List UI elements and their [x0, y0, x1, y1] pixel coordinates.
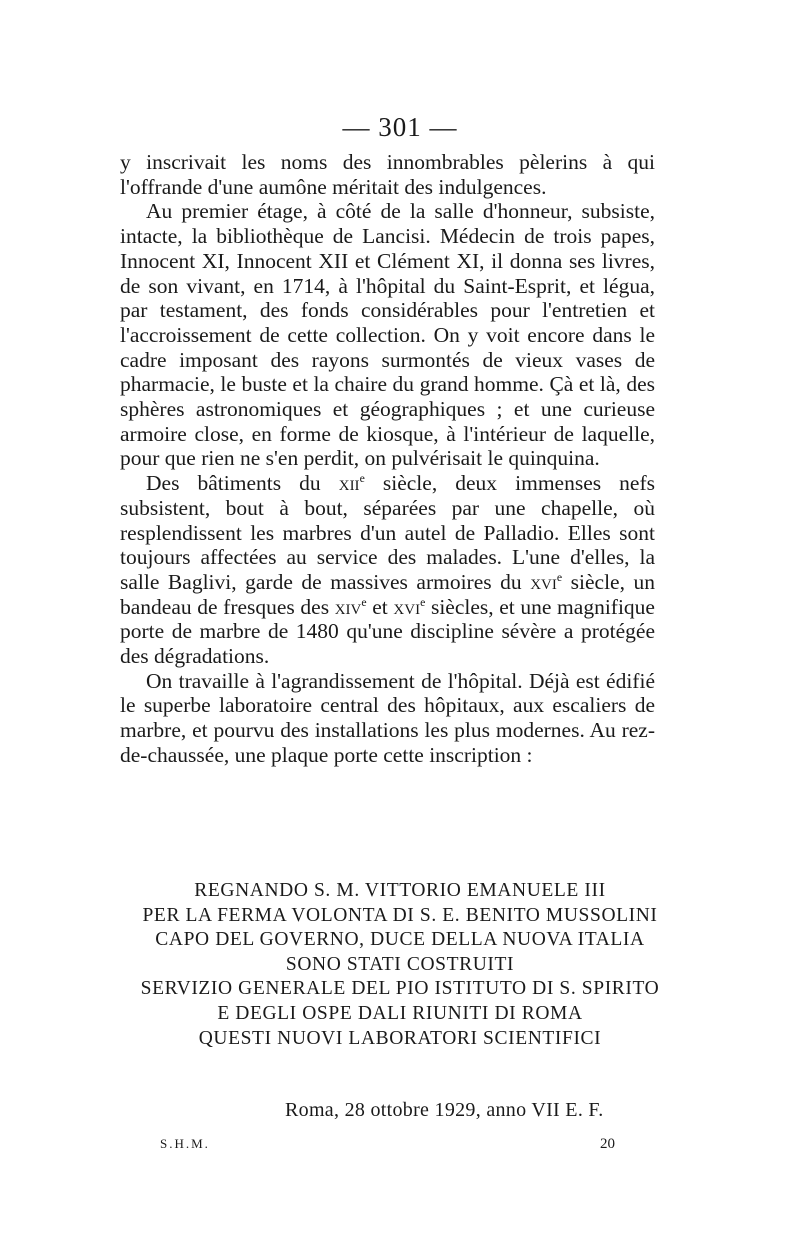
century-numeral: xvi — [393, 594, 421, 619]
page-number: — 301 — — [342, 112, 458, 142]
ordinal-superscript: e — [556, 569, 563, 584]
paragraph-text: et — [366, 594, 394, 619]
paragraph-text: y inscrivait les noms des innombrables pèlerins à qui l'offrande d'une aumône méritait des indulgences. — [120, 150, 655, 199]
century-numeral: xii — [338, 471, 360, 496]
ordinal-superscript: e — [359, 470, 365, 485]
paragraph-text: siècle, un bandeau de fresques des — [120, 569, 655, 619]
body-text — [120, 150, 655, 768]
paragraph-text: Au premier étage, à côté de la salle d'honneur, subsiste, intacte, la bibliothèque de Lancisi. Médecin de trois papes, Innocent XI, Innocent XII et Clément XI, il donna ses livres, de son vivant, en 1714, à l'hôpital du Saint-Esprit, et légua, par testament, des fonds considérables pour l'entretien et l'accroissement de cette collection. On y voit encore dans le cadre imposant des rayons surmontés de vieux vases de pharmacie, le buste et la chaire du grand homme. Çà et là, des sphères astronomiques et géographiques ; et une curieuse armoire close, en forme de kiosque, à l'intérieur de laquelle, pour que rien ne s'en perdit, on pulvérisait le quinquina. — [120, 199, 655, 471]
signature-mark: S.H.M. — [160, 1136, 210, 1151]
inscription-line: SONO STATI COSTRUITI — [285, 953, 515, 975]
ordinal-superscript: e — [420, 594, 426, 609]
inscription-line: PER LA FERMA VOLONTA DI S. E. BENITO MUSSOLINI — [142, 904, 658, 926]
inscription-date: Roma, 28 ottobre 1929, anno VII E. F. — [285, 1099, 604, 1121]
century-numeral: xvi — [530, 569, 557, 594]
inscription-line: QUESTI NUOVI LABORATORI SCIENTIFICI — [198, 1027, 602, 1049]
ordinal-superscript: e — [361, 594, 367, 609]
inscription-line: E DEGLI OSPE DALI RIUNITI DI ROMA — [217, 1002, 583, 1024]
paragraph-text: On travaille à l'agrandissement de l'hôpital. Déjà est édifié le superbe laboratoire central des hôpitaux, aux escaliers de marbre, et pourvu des installations les plus modernes. Au rez-de-chaussée, une plaque porte cette inscription : — [120, 668, 655, 767]
inscription-line: REGNANDO S. M. VITTORIO EMANUELE III — [194, 880, 606, 901]
century-numeral: xiv — [334, 594, 362, 619]
paragraph — [120, 471, 655, 669]
inscription-plaque — [100, 879, 700, 1051]
inscription-line: SERVIZIO GENERALE DEL PIO ISTITUTO DI S. SPIRITO — [140, 978, 660, 1000]
paragraph-text: siècles, et une magnifique porte de marbre de 1480 qu'une discipline sévère a protégée des dégradations. — [120, 594, 655, 669]
paragraph-text: Des bâtiments du — [146, 471, 339, 496]
paragraph — [120, 199, 655, 471]
inscription-line: CAPO DEL GOVERNO, DUCE DELLA NUOVA ITALIA — [155, 929, 645, 951]
sheet-number: 20 — [600, 1136, 615, 1152]
paragraph-text: siècle, deux immenses nefs subsistent, bout à bout, séparées par une chapelle, où resplendissent les marbres d'un autel de Palladio. Elles sont toujours affectées au service des malades. L'une d'elles, la salle Baglivi, garde de massives armoires du — [120, 471, 655, 594]
paragraph — [120, 669, 655, 768]
paragraph — [120, 150, 655, 199]
